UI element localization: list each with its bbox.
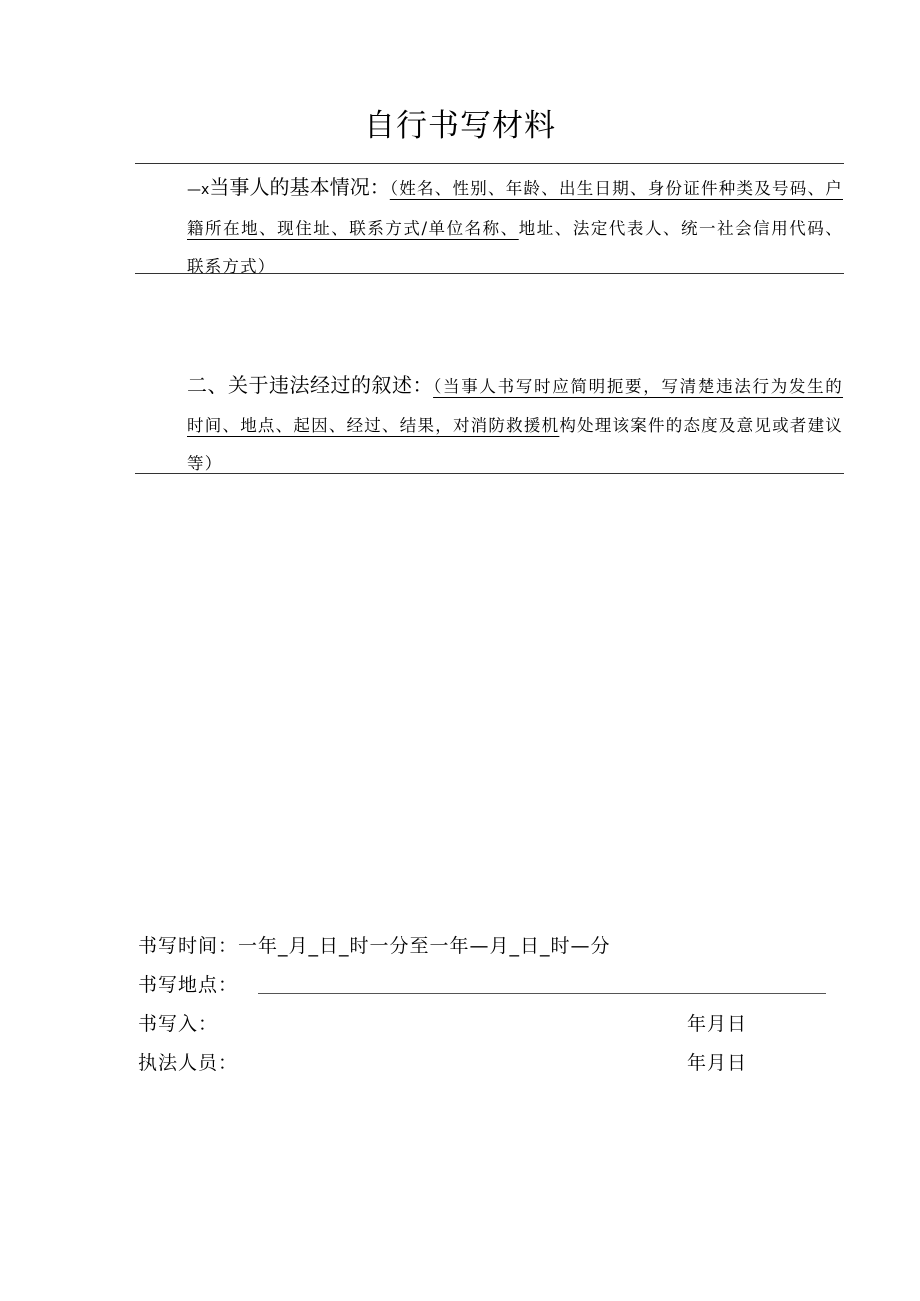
section-basic-info-note-underlined: （姓名、性别、年龄、出生日期、身份证件种类及号码、户籍所在地、现住址、联系方式/单位名称、 — [187, 179, 843, 238]
writer-label: 书写入： — [138, 1013, 219, 1035]
section-violation-account-note: 构处理该案件的态度及意见或者建议等） — [187, 415, 843, 473]
section-basic-info-heading: 当事人的基本情况： — [209, 175, 390, 199]
section-basic-info-prefix: —x — [187, 182, 210, 198]
section2-bottom-rule — [135, 473, 844, 474]
writer-date: 年月日 — [687, 1013, 748, 1035]
section-basic-info-note: 地址、法定代表人、统一社会信用代码、联系方式） — [187, 218, 844, 276]
section-violation-account — [137, 366, 843, 484]
section-basic-info — [137, 168, 843, 287]
writing-time-line: 书写时间：一年_月_日_时一分至一年—月_日_时—分 — [138, 935, 611, 957]
section-violation-account-note-underlined: （当事人书写时应简明扼要，写清楚违法行为发生的时间、地点、起因、经过、结果，对消防救援机 — [187, 377, 844, 435]
section-violation-account-heading: 二、关于违法经过的叙述： — [187, 373, 434, 397]
document-title: 自行书写材料 — [364, 108, 556, 144]
officer-label: 执法人员： — [138, 1052, 239, 1074]
writing-place-label: 书写地点： — [138, 974, 239, 996]
officer-date: 年月日 — [687, 1052, 748, 1074]
writing-place-blank[interactable] — [258, 993, 826, 994]
section-violation-account-text — [137, 366, 843, 484]
section1-bottom-rule — [135, 273, 844, 274]
section1-top-rule — [135, 163, 844, 164]
section-basic-info-text — [137, 168, 843, 287]
